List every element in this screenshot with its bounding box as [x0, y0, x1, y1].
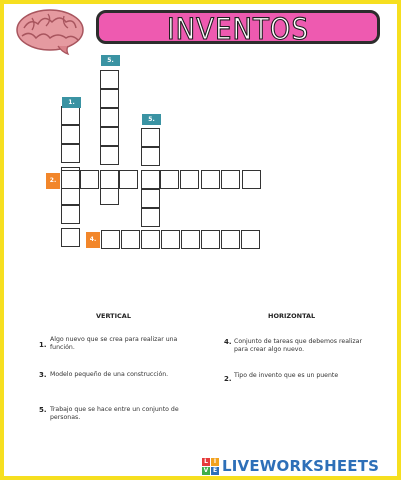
crossword-cell[interactable] — [121, 230, 140, 249]
clue-number-badge: 1. — [62, 97, 81, 108]
crossword-cell[interactable] — [160, 170, 179, 189]
clue-text: Modelo pequeño de una construcción. — [50, 371, 169, 378]
clue-number: 5. — [39, 406, 47, 414]
clue-number-badge: 5. — [101, 55, 120, 66]
crossword-cell[interactable] — [119, 170, 138, 189]
liveworksheets-logo[interactable] — [202, 457, 379, 475]
crossword-cell[interactable] — [221, 230, 240, 249]
clue-number: 4. — [224, 338, 232, 346]
logo-letter: I — [211, 458, 219, 466]
crossword-cell[interactable] — [141, 128, 160, 147]
crossword-cell[interactable] — [61, 106, 80, 125]
logo-grid-icon — [202, 458, 219, 475]
clue-number: 1. — [39, 341, 47, 349]
crossword-cell[interactable] — [201, 170, 220, 189]
crossword-cell[interactable] — [141, 208, 160, 227]
crossword-cell[interactable] — [80, 170, 99, 189]
clue-text: Tipo de invento que es un puente — [234, 372, 339, 379]
crossword-cell[interactable] — [221, 170, 240, 189]
crossword-cell[interactable] — [201, 230, 220, 249]
crossword-cell[interactable] — [100, 170, 119, 189]
crossword-cell[interactable] — [141, 170, 160, 189]
page-title: INVENTOS — [166, 12, 310, 46]
logo-letter: V — [203, 466, 209, 474]
logo-text: LIVEWORKSHEETS — [222, 457, 380, 475]
crossword-cell[interactable] — [141, 230, 160, 249]
logo-letter: E — [212, 466, 218, 474]
crossword-cell[interactable] — [61, 144, 80, 163]
crossword-cell[interactable] — [141, 147, 160, 166]
crossword-cell[interactable] — [180, 170, 199, 189]
horizontal-heading: HORIZONTAL — [268, 312, 316, 320]
crossword-cell[interactable] — [100, 108, 119, 127]
crossword-cell[interactable] — [100, 146, 119, 165]
clue-number: 2. — [224, 375, 232, 383]
title-banner — [96, 10, 380, 44]
crossword-cell[interactable] — [241, 230, 260, 249]
clue-text: Conjunto de tareas que debemos realizar para crear algo nuevo. — [234, 338, 363, 353]
crossword-cell[interactable] — [61, 125, 80, 144]
crossword-cell[interactable] — [161, 230, 180, 249]
clue-text: Trabajo que se hace entre un conjunto de personas. — [50, 406, 179, 421]
crossword-cell[interactable] — [100, 89, 119, 108]
clue-number-badge: 2. — [46, 173, 60, 189]
crossword-cell[interactable] — [61, 170, 80, 189]
crossword-cell[interactable] — [242, 170, 261, 189]
logo-letter: L — [202, 458, 210, 466]
crossword-cell[interactable] — [61, 228, 80, 247]
crossword-cell[interactable] — [141, 189, 160, 208]
crossword-cell[interactable] — [100, 70, 119, 89]
crossword-cell[interactable] — [100, 127, 119, 146]
clue-text: Algo nuevo que se crea para realizar una función. — [50, 336, 178, 351]
clue-number-badge: 5. — [142, 114, 161, 125]
crossword-cell[interactable] — [61, 205, 80, 224]
crossword-cell[interactable] — [181, 230, 200, 249]
clue-number: 3. — [39, 371, 47, 379]
clue-number-badge: 4. — [86, 232, 100, 248]
vertical-heading: VERTICAL — [96, 312, 131, 320]
crossword-cell[interactable] — [101, 230, 120, 249]
brain-icon — [14, 6, 86, 56]
